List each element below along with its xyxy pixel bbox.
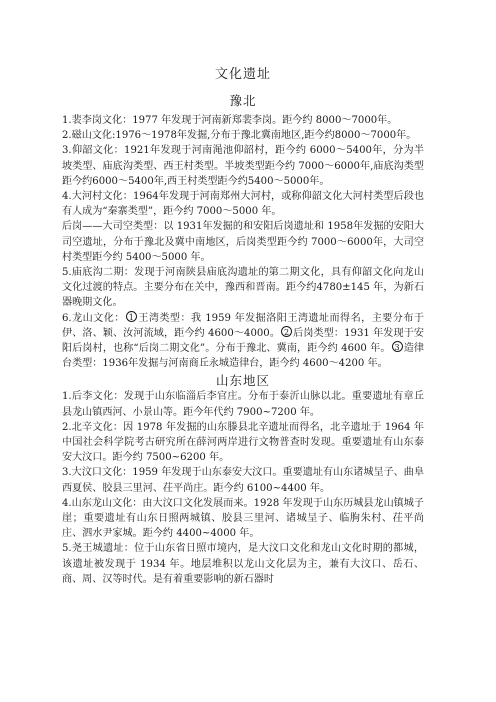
- circled-number-3: 3: [392, 341, 403, 352]
- entry-peiligang: 1.裴李岗文化：1977 年发现于河南新郑裴李岗。距今约 8000～7000年。: [62, 115, 398, 126]
- longshan-wangwan: 王湾类型：我 1959 年发掘洛阳王湾遗址而得名，主要分布于伊、洛、颖、汝河流域，距今约 4600～4000。: [62, 312, 424, 339]
- longshan-zaolvtai: 造律台类型：1936年发掘与河南商丘永城造律台，距今约 4600～4200 年。: [62, 343, 424, 370]
- entry-yangshao: 3.仰韶文化：1921年发现于河南渑池仰韶村，距今约 6000～5400年，分为半坡类型、庙底沟类型、西王村类型。半坡类型距今约 7000～6000年,庙底沟类型距今约6000～5400年,西王村类型距今约5400～5000年。: [62, 145, 424, 187]
- circled-number-1: 1: [126, 311, 137, 322]
- document-title: 文化遗址: [214, 67, 271, 82]
- section-heading-shandong: 山东地区: [215, 373, 270, 389]
- longshan-hougang: 后岗类型：1931 年发现于安阳后岗村，也称“后岗二期文化”。分布于豫北、冀南，距今约 4600 年。: [62, 327, 424, 355]
- entry-dawenkou: 3.大汶口文化：1959 年发现于山东泰安大汶口。重要遗址有山东诸城呈子、曲阜西夏侯、胶县三里河、茌平尚庄。距今约 6100~4400 年。: [62, 467, 424, 494]
- entry-shandong-longshan: 4.山东龙山文化：由大汶口文化发展而来。1928 年发现于山东历城县龙山镇城子崖；重要遗址有山东日照两城镇、胶县三里河、诸城呈子、临朐朱村、茌平尚庄、泗水尹家城。距今约 4400~4000 年。: [62, 497, 424, 540]
- section-heading-yubei: 豫北: [229, 93, 257, 108]
- entry-yaowangcheng: 5.尧王城遗址：位于山东省日照市境内，是大汶口文化和龙山文化时期的都城，该遗址被发现于 1934 年。地层堆积以龙山文化层为主，兼有大汶口、岳石、商、周、汉等时代。是有着重要影响的新石器时: [62, 543, 424, 585]
- longshan-intro: 6.龙山文化：: [62, 312, 125, 324]
- entry-longshan: [62, 311, 424, 372]
- entry-dahecun: 4.大河村文化：1964年发现于河南郑州大河村，或称仰韶文化大河村类型后段也有人成为“秦寨类型”，距今约 7000～5000 年。: [62, 191, 424, 218]
- entry-cishan: 2.磁山文化:1976～1978年发掘,分布于豫北冀南地区,距今约8000～7000年。: [62, 130, 417, 142]
- entry-hougang-dasikong: 后岗——大司空类型：以 1931年发掘的和安阳后岗遗址和 1958年发掘的安阳大司空遗址，分布于豫北及冀中南地区，后岗类型距今约 7000～6000年，大司空村类型距今约 5400～5000 年。: [62, 221, 424, 263]
- circled-number-2: 2: [281, 326, 292, 337]
- entry-houli: 1.后李文化：发现于山东临淄后李官庄。分布于泰沂山脉以北。重要遗址有章丘县龙山镇西河、小景山等。距今年代约 7900~7200 年。: [62, 391, 424, 418]
- entry-miaodigou-2: 5.庙底沟二期：发现于河南陕县庙底沟遗址的第二期文化，具有仰韶文化向龙山文化过渡的特点。主要分布在关中，豫西和晋南。距今约4780±145 年，为新石器晚期文化。: [62, 267, 424, 309]
- entry-beixin: 2.北辛文化：因 1978 年发掘的山东滕县北辛遗址而得名，北辛遗址于 1964 年中国社会科学院考古研究所在薛河两岸进行文物普查时发现。重要遗址有山东泰安大汶口。距今约 7500~6200 年。: [62, 421, 424, 464]
